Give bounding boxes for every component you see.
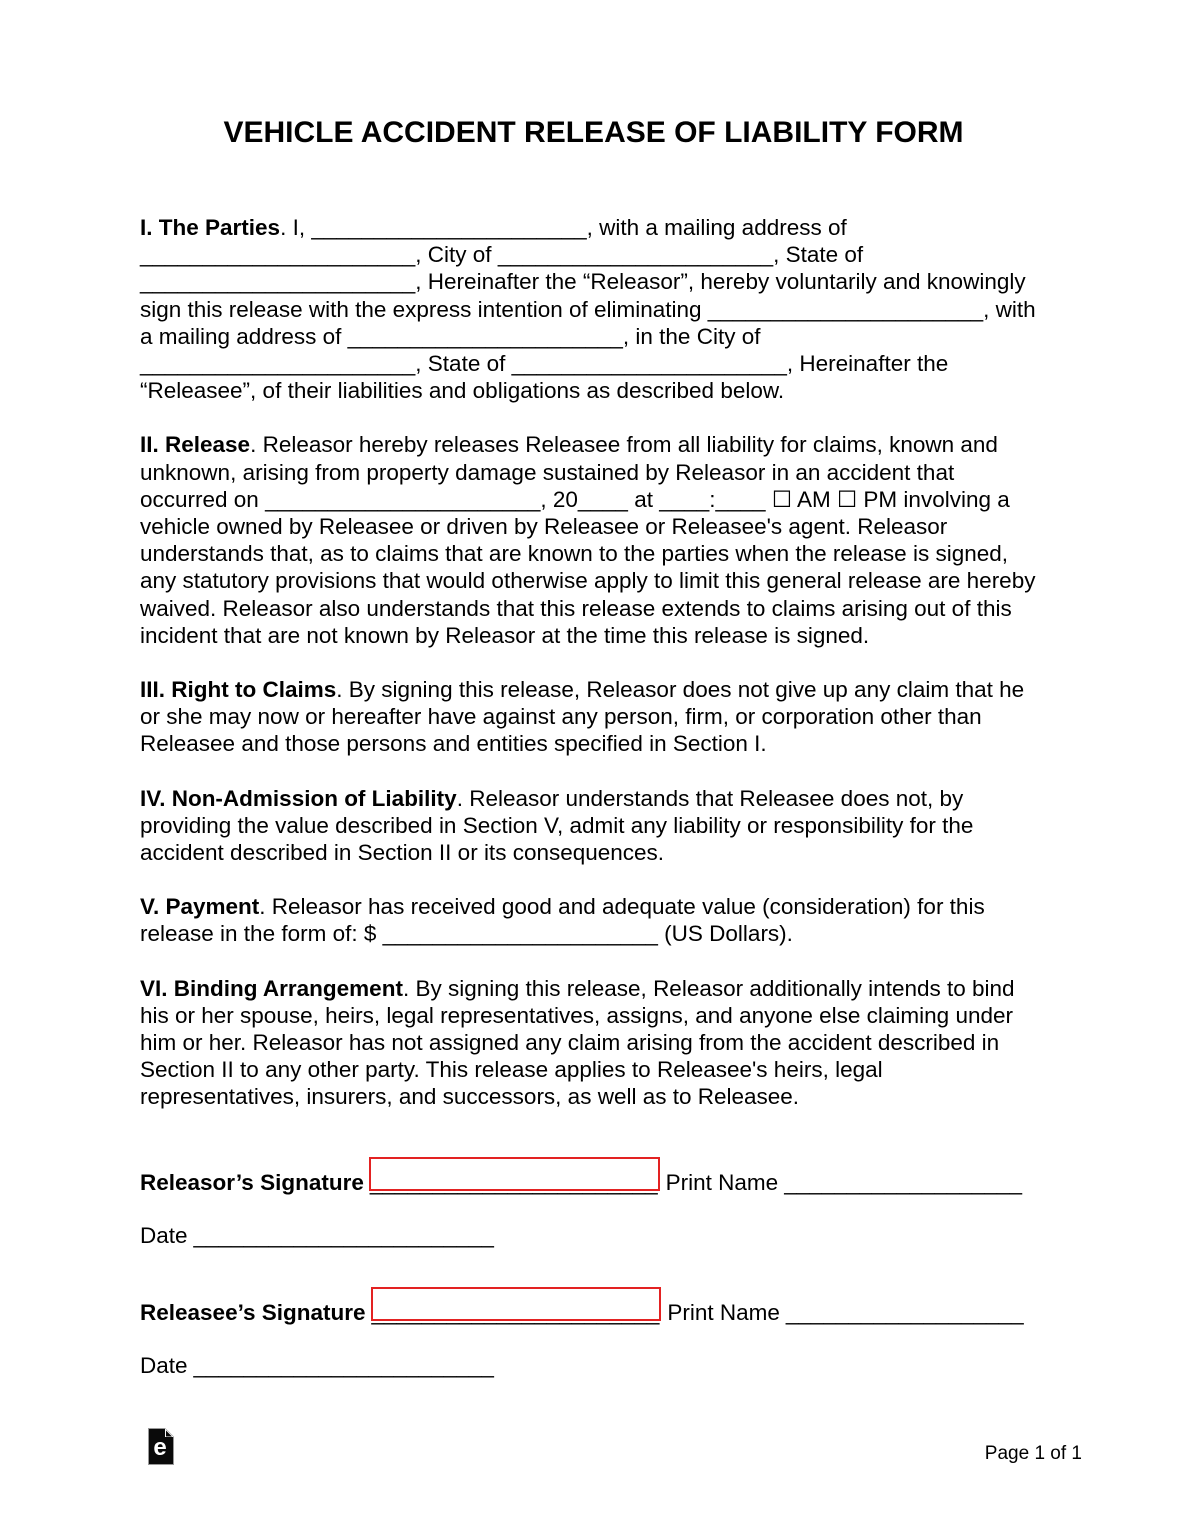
releasor-date-blank: ________________________ [193, 1222, 494, 1248]
releasor-signature-row [140, 1169, 1047, 1196]
section-non-admission [140, 785, 1047, 867]
section-heading-binding-arrangement: VI. Binding Arrangement [140, 975, 403, 1001]
releasor-signature-label: Releasor’s Signature [140, 1169, 364, 1195]
section-heading-right-to-claims: III. Right to Claims [140, 677, 337, 703]
eforms-logo-letter: e [153, 1434, 167, 1461]
section-body-non-admission: . Releasor understands that Releasee does not, by providing the value described in Section V, admit any liability or responsibility for the accident described in Section II or its consequences. [140, 785, 974, 866]
releasee-signature-line [372, 1299, 660, 1326]
releasee-date-label: Date [140, 1353, 188, 1379]
section-heading-payment: V. Payment [140, 894, 260, 920]
section-heading-release: II. Release [140, 432, 251, 458]
releasee-signature-label: Releasee’s Signature [140, 1300, 366, 1326]
releasor-print-name-blank: ___________________ [784, 1169, 1022, 1195]
releasee-date-blank: ________________________ [193, 1353, 494, 1379]
section-heading-the-parties: I. The Parties [140, 215, 281, 240]
page-number: Page 1 of 1 [984, 1443, 1082, 1464]
releasee-print-name-label: Print Name [667, 1300, 780, 1326]
releasor-date-row [140, 1222, 1047, 1249]
releasee-date-row [140, 1352, 1047, 1379]
releasee-signature-row [140, 1299, 1047, 1326]
section-body-payment: . Releasor has received good and adequate value (consideration) for this release in the form of: $ ______________________ (US Dollars). [140, 894, 985, 947]
eforms-logo-icon [148, 1428, 174, 1465]
section-heading-non-admission: IV. Non-Admission of Liability [140, 785, 457, 811]
document-content [140, 0, 1047, 1380]
releasee-signature-blank: _______________________ [371, 1300, 660, 1326]
section-body-release: . Releasor hereby releases Releasee from all liability for claims, known and unknown, arising from property damage sustained by Releasor in an accident that occurred on ______________________, 20____ at ____:____ ☐ AM ☐ PM involving a vehicle owned by Releasee or driven by Releasee or Releasee's agent. Releasor understands that, as to claims that are known to the parties when the release is signed, any statutory provisions that would otherwise apply to limit this general release are hereby waived. Releasor also understands that this release extends to claims arising out of this incident that are not known by Releasor at the time this release is signed. [140, 432, 1036, 648]
releasor-signature-blank: _______________________ [369, 1169, 658, 1195]
releasee-print-name-blank: ___________________ [785, 1300, 1024, 1326]
page-title: VEHICLE ACCIDENT RELEASE OF LIABILITY FORM [223, 116, 964, 149]
releasor-signature-field[interactable] [369, 1157, 660, 1191]
section-binding-arrangement [140, 975, 1047, 1111]
section-body-binding-arrangement: . By signing this release, Releasor additionally intends to bind his or her spouse, heirs, legal representatives, assigns, and anyone else claiming under him or her. Releasor has not assigned any claim arising from the accident described in Section II to any other party. This release applies to Releasee's heirs, legal representatives, insurers, and successors, as well as to Releasee. [140, 975, 1015, 1110]
releasor-print-name-label: Print Name [665, 1169, 779, 1195]
section-release [140, 431, 1047, 649]
section-the-parties [140, 214, 1047, 404]
section-right-to-claims [140, 676, 1047, 758]
releasee-signature-field[interactable] [371, 1287, 662, 1321]
section-body-the-parties: . I, ______________________, with a mailing address of ______________________, City of ______________________, State of ______________________, Hereinafter the “Releasor”, hereby voluntarily and knowingly sign this release with the express intention of eliminating ______________________, with a mailing address of ______________________, in the City of ______________________, State of ______________________, Hereinafter the “Releasee”, of their liabilities and obligations as described below. [140, 215, 1036, 404]
releasor-signature-line [370, 1169, 658, 1196]
section-body-right-to-claims: . By signing this release, Releasor does not give up any claim that he or she may now or hereafter have against any person, firm, or corporation other than Releasee and those persons and entities specified in Section I. [140, 677, 1025, 757]
section-payment [140, 893, 1047, 947]
releasor-date-label: Date [140, 1222, 188, 1248]
